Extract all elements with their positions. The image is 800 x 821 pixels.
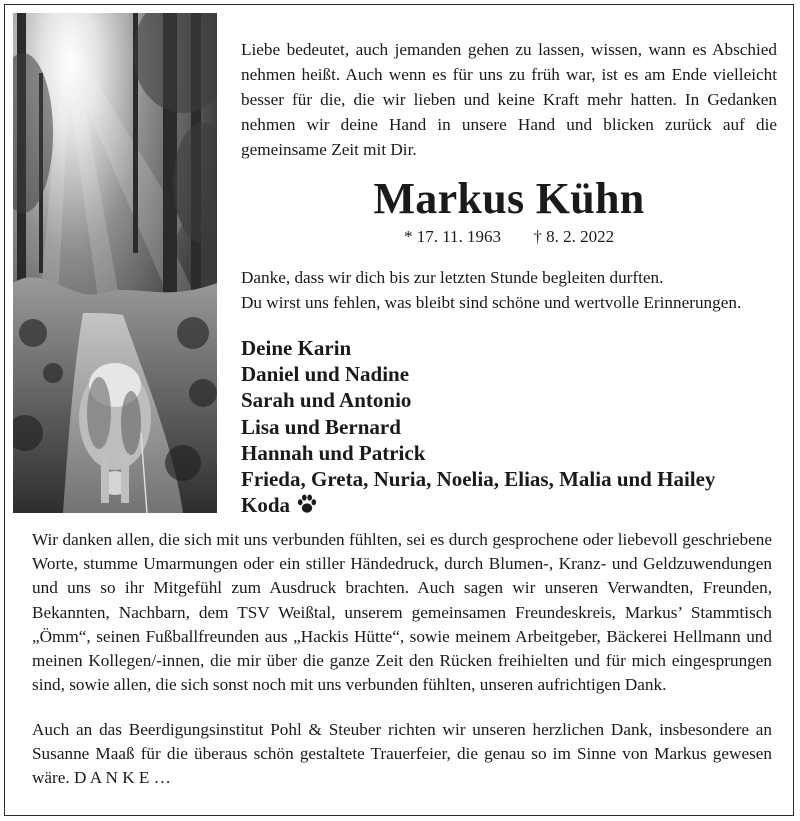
mourner: Daniel und Nadine [241,362,410,387]
birth-date: * 17. 11. 1963 [403,227,502,246]
intro-quote: Liebe bedeutet, auch jemanden gehen zu lassen, wissen, wann es Abschied nehmen heißt. Auch wenn es für uns zu früh war, ist es am Ende vielleicht besser für die, die wir lieben und keine Kraft mehr hatten. In Gedanken nehmen wir deine Hand in unsere Hand und blicken zurück auf die gemeinsame Zeit mit Dir. [241,40,777,159]
paw-print-icon [296,493,318,521]
pet-name: Koda [241,493,291,518]
mourner-pet [241,492,781,521]
thanks-line-1: Danke, dass wir dich bis zur letzten Stunde begleiten durften. [241,268,664,287]
mourner: Frieda, Greta, Nuria, Noelia, Elias, Malia und Hailey [241,467,716,492]
thanks-line-2: Du wirst uns fehlen, was bleibt sind schöne und wertvolle Erinnerungen. [241,293,742,312]
deceased-name: Markus Kühn [373,174,645,223]
mourner: Hannah und Patrick [241,440,426,465]
acknowledgement-paragraph: Wir danken allen, die sich mit uns verbunden fühlten, sei es durch gesprochene oder liebevoll geschriebene Worte, stumme Umarmungen oder ein stiller Händedruck, durch Blumen-, Kranz- und Geldzuwendungen und uns so ihr Mitgefühl zum Ausdruck brachten. Auch sagen wir unseren Verwandten, Freunden, Bekannten, Nachbarn, dem TSV Weißtal, unserem gemeinsamen Freundeskreis, Markus’ Stammtisch „Ömm“, seinen Fußballfreunden aus „Hackis Hütte“, sowie meinem Arbeitgeber, Bäckerei Hellmann und meinen Kollegen/-innen, die mir über die ganze Zeit den Rücken freihielten und für mich eingesprungen sind, sowie allen, die sich sonst noch mit uns verbunden fühlten, unseren aufrichtigen Dank. [32,530,772,695]
funeral-home-thanks-paragraph: Auch an das Beerdigungsinstitut Pohl & Steuber richten wir unseren herzlichen Dank, insbesondere an Susanne Maaß für die überaus schön gestaltete Trauerfeier, die genau so im Sinne von Markus gewesen wäre. D A N K E … [32,720,772,788]
mourner: Sarah und Antonio [241,388,412,413]
forest-path-dog-photo [13,13,217,513]
mourner: Lisa und Bernard [241,414,401,439]
death-date: † 8. 2. 2022 [533,227,615,246]
mourners-list [241,335,781,521]
life-dates [241,225,777,249]
farewell-thanks [241,265,781,315]
mourner: Deine Karin [241,336,352,360]
